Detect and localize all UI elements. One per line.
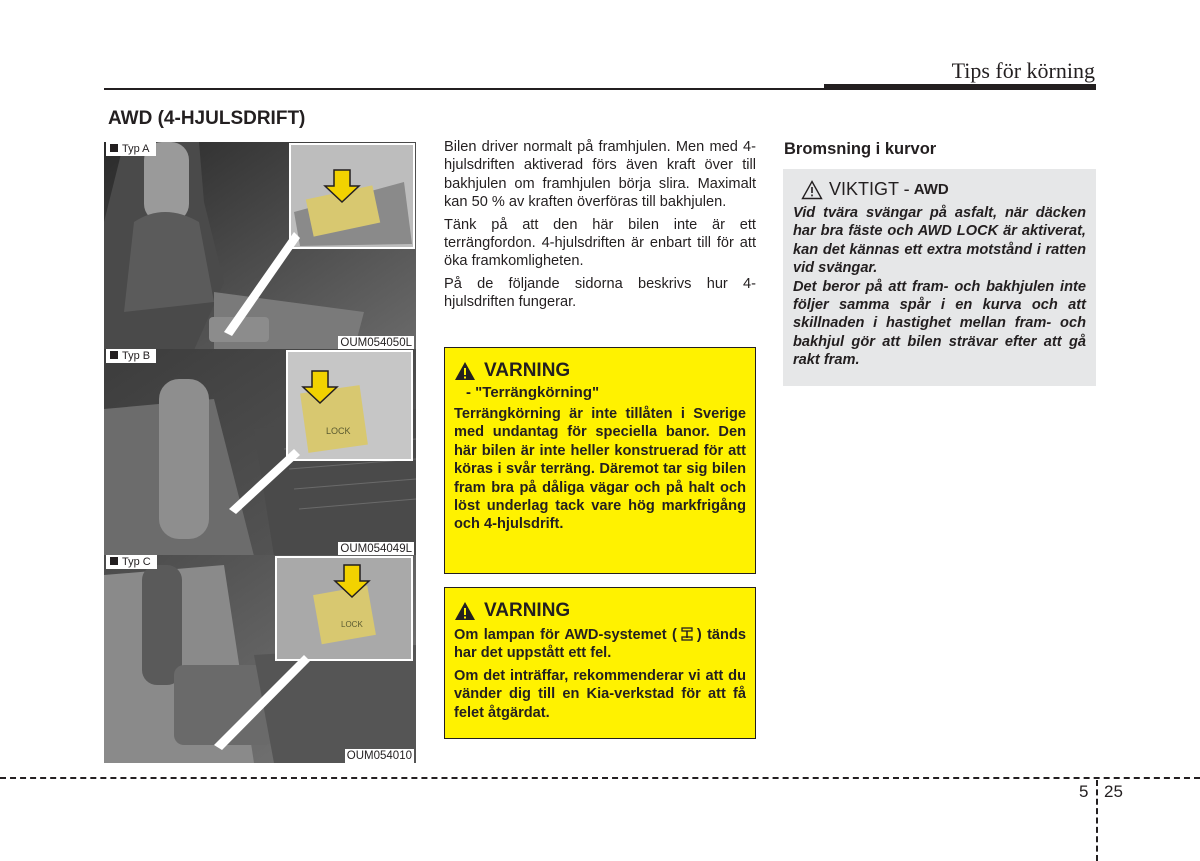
header-rule-accent <box>824 84 1096 90</box>
body-paragraph: Bilen driver normalt på framhjulen. Men med 4-hjulsdriften aktiverad förs även kraft över till bakhjulen om framhjulen börja slira. Maximalt kan 50 % av kraften överföras till bakhjulen. <box>444 139 756 211</box>
svg-text:LOCK: LOCK <box>326 426 351 436</box>
warning-text: Om lampan för AWD-systemet ( ) tänds har det uppstått ett fel. <box>454 627 746 662</box>
figure-label: Typ C <box>106 555 157 569</box>
page-number: 25 <box>1104 782 1123 801</box>
note-text: Det beror på att fram- och bakhjulen inte följer samma spår i en kurva och att skillnaden i hastighet mellan fram- och bakhjul gör att bilen strävar efter att gå rakt fram. <box>793 278 1086 369</box>
caution-icon <box>801 180 823 200</box>
body-text <box>444 138 756 316</box>
figure-typ-b <box>104 349 416 556</box>
figure-typ-a <box>104 142 416 350</box>
note-heading: VIKTIGT - AWD <box>801 179 1086 200</box>
warning-icon <box>454 601 476 621</box>
warning-box-awd-lamp <box>444 587 756 739</box>
figure-label: Typ B <box>106 349 156 363</box>
footer-divider <box>1096 780 1098 861</box>
footer-rule <box>0 777 1200 779</box>
section-title: AWD (4-HJULSDRIFT) <box>108 108 306 129</box>
figure-code: OUM054010 <box>346 750 412 762</box>
square-bullet-icon <box>110 351 118 359</box>
gear-shifter-photo <box>104 142 416 350</box>
svg-text:LOCK: LOCK <box>341 620 363 629</box>
awd-switch <box>313 586 376 645</box>
figure-typ-c <box>104 555 416 763</box>
awd-warning-lamp-icon <box>679 626 695 642</box>
chapter-number: 5 <box>1079 782 1089 801</box>
note-box-important <box>783 169 1096 386</box>
warning-icon <box>454 361 476 381</box>
warning-heading: VARNING <box>454 600 746 622</box>
figure-code: OUM054050L <box>340 337 412 349</box>
warning-text: Om det inträffar, rekommenderar vi att du vänder dig till en Kia-verkstad för att få felet åtgärdat. <box>454 667 746 721</box>
warning-heading: VARNING <box>454 360 746 382</box>
figure-label: Typ A <box>106 142 156 156</box>
awd-switch <box>300 385 368 453</box>
square-bullet-icon <box>110 144 118 152</box>
note-text: Vid tvära svängar på asfalt, när däcken har bra fäste och AWD LOCK är aktiverat, kan det kännas ett extra motstånd i ratten vid svängar. <box>793 205 1086 277</box>
body-paragraph: Tänk på att den här bilen inte är ett terrängfordon. 4-hjulsdriften är enbart till för att öka framkomligheten. <box>444 216 756 270</box>
page-header-title: Tips för körning <box>951 58 1095 83</box>
subheading-braking-in-curves: Bromsning i kurvor <box>784 140 937 158</box>
warning-text: Terrängkörning är inte tillåten i Sverige med undantag för speciella banor. Den här bilen är inte heller konstruerad för att köras i svår terräng. Däremot tar sig bilen fram bra på dåliga vägar och på halt och löst underlag tack vare hög markfrigång och 4-hjulsdrift. <box>454 406 746 533</box>
warning-box-terrain <box>444 347 756 574</box>
body-paragraph: På de följande sidorna beskrivs hur 4-hjulsdriften fungerar. <box>444 275 756 311</box>
square-bullet-icon <box>110 557 118 565</box>
figure-code: OUM054049L <box>340 543 412 555</box>
warning-subtitle: - "Terrängkörning" <box>466 384 600 401</box>
gear-shifter-photo <box>104 349 416 556</box>
gear-shifter-photo <box>104 555 416 763</box>
